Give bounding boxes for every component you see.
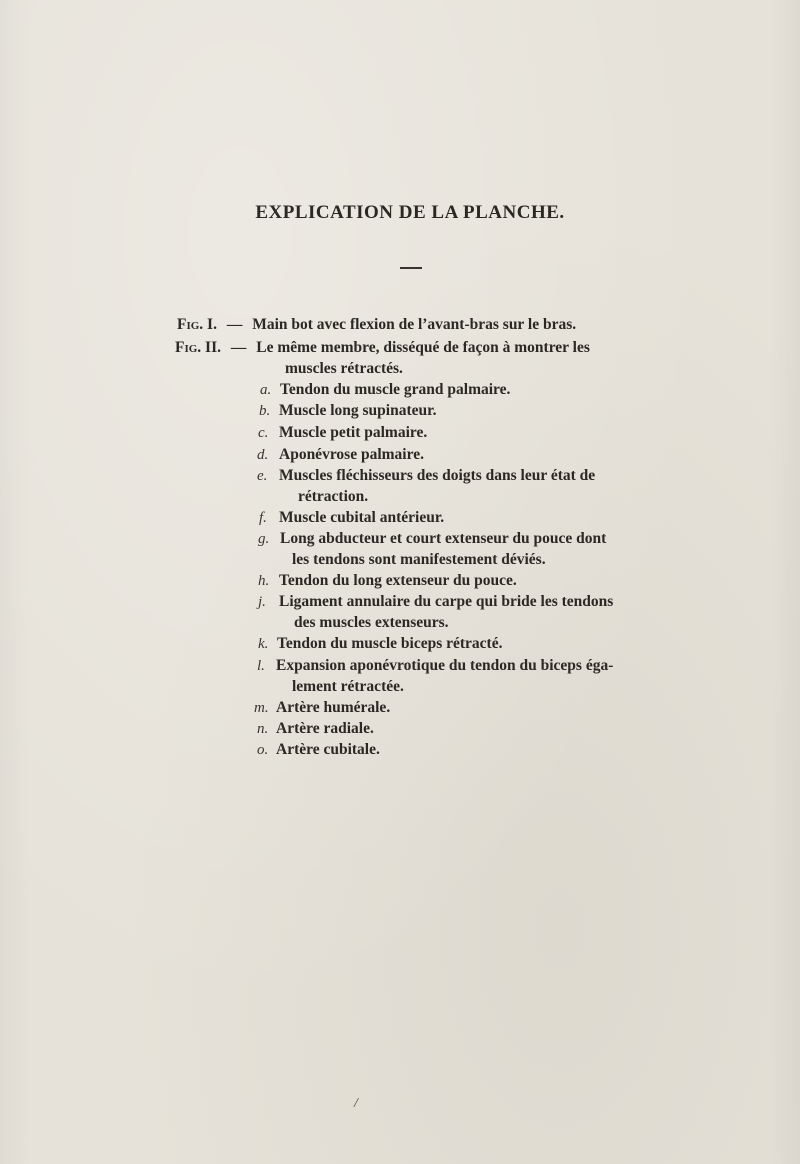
legend-letter: f. [259, 510, 267, 526]
legend-text-continuation: les tendons sont manifestement déviés. [292, 551, 546, 568]
legend-letter: c. [258, 425, 269, 441]
bottom-mark: / [354, 1096, 358, 1111]
legend-letter: d. [257, 447, 269, 463]
legend-text: Artère cubitale. [276, 741, 380, 758]
legend-text: Aponévrose palmaire. [279, 446, 424, 463]
legend-letter: n. [257, 721, 269, 737]
legend-text: Muscle long supinateur. [279, 402, 437, 419]
legend-text: Tendon du muscle biceps rétracté. [277, 635, 503, 652]
page-title: EXPLICATION DE LA PLANCHE. [255, 202, 565, 223]
fig-1-entry [177, 315, 576, 335]
fig-1-label: Fig. I. [177, 316, 217, 333]
legend-text: Muscle cubital antérieur. [279, 509, 445, 526]
legend-text: Muscles fléchisseurs des doigts dans leur état de [279, 467, 596, 484]
legend-text-continuation: des muscles extenseurs. [294, 614, 449, 631]
fig-2-dash: — [230, 339, 247, 356]
legend-letter: k. [258, 636, 269, 652]
legend-letter: b. [259, 403, 271, 419]
fig-2-entry [175, 338, 590, 358]
legend-text: Expansion aponévrotique du tendon du biceps éga- [276, 657, 614, 674]
legend-text: Muscle petit palmaire. [279, 424, 428, 441]
legend-text-continuation: rétraction. [298, 488, 369, 505]
legend-letter: e. [257, 468, 268, 484]
legend-letter: m. [254, 700, 269, 716]
legend-text: Tendon du long extenseur du pouce. [279, 572, 517, 589]
legend-text-continuation: lement rétractée. [292, 678, 404, 695]
legend-letter: j. [258, 594, 266, 610]
legend-text: Artère radiale. [276, 720, 374, 737]
legend-letter: o. [257, 742, 269, 758]
fig-2-label: Fig. II. [175, 339, 221, 356]
legend-letter: h. [258, 573, 270, 589]
legend-text: Artère humérale. [276, 699, 391, 716]
fig-1-text: Main bot avec flexion de l’avant-bras sur le bras. [252, 316, 577, 333]
legend-text: Ligament annulaire du carpe qui bride les tendons [279, 593, 614, 610]
legend-letter: a. [260, 382, 272, 398]
legend-text: Long abducteur et court extenseur du pouce dont [280, 530, 607, 547]
fig-2-text-line-2: muscles rétractés. [285, 360, 403, 377]
legend-letter: g. [258, 531, 270, 547]
fig-1-dash: — [226, 316, 243, 333]
legend-text: Tendon du muscle grand palmaire. [280, 381, 511, 398]
fig-2-text-line-1: Le même membre, disséqué de façon à montrer les [256, 339, 590, 356]
legend-letter: l. [257, 658, 265, 674]
title-separator-rule [400, 267, 422, 269]
